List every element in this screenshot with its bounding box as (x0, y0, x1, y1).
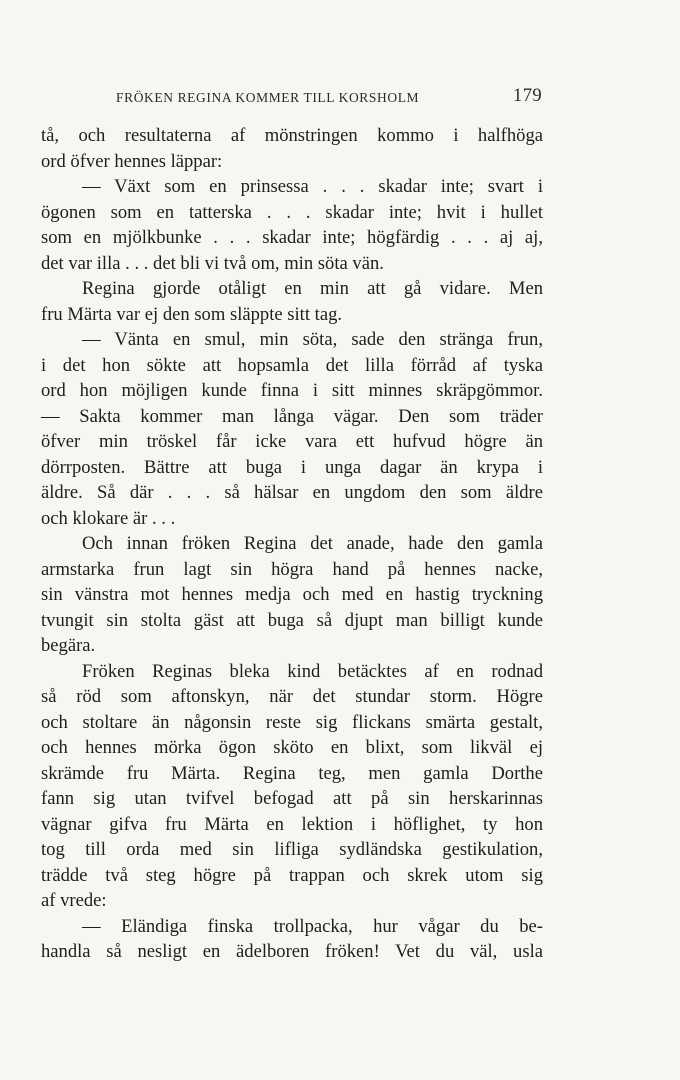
body-text (41, 123, 543, 965)
text-line: i det hon sökte att hopsamla det lilla förråd af tyska (41, 354, 543, 376)
text-line: ord hon möjligen kunde finna i sitt minnes skräpgömmor. (41, 380, 543, 401)
text-line: fru Märta var ej den som släppte sitt tag. (41, 303, 343, 325)
text-line: — Sakta kommer man långa vägar. Den som träder (41, 405, 543, 427)
text-line: sin vänstra mot hennes medja och med en hastig tryckning (41, 584, 543, 605)
text-line: Och innan fröken Regina det anade, hade den gamla (82, 533, 543, 554)
text-line: så röd som aftonskyn, när det stundar storm. Högre (41, 686, 543, 707)
running-head (116, 88, 542, 110)
text-line: tvungit sin stolta gäst att buga så djupt man billigt kunde (41, 609, 543, 631)
text-line: — Växt som en prinsessa . . . skadar inte; svart i (82, 176, 543, 197)
text-line: ord öfver hennes läppar: (41, 150, 223, 172)
text-line: vägnar gifva fru Märta en lektion i höflighet, ty hon (41, 813, 543, 835)
text-line: — Vänta en smul, min söta, sade den stränga frun, (82, 329, 543, 350)
text-line: fann sig utan tvifvel befogad att på sin herskarinnas (41, 788, 543, 809)
text-line: begära. (41, 635, 96, 656)
text-line: tog till orda med sin lifliga sydländska gestikulation, (41, 839, 543, 860)
text-line: och hennes mörka ögon sköto en blixt, som likväl ej (41, 737, 543, 758)
running-title: FRÖKEN REGINA KOMMER TILL KORSHOLM (116, 90, 420, 105)
text-line: skrämde fru Märta. Regina teg, men gamla Dorthe (41, 762, 543, 784)
text-line: af vrede: (41, 890, 107, 911)
text-line: dörrposten. Bättre att buga i unga dagar än krypa i (41, 456, 543, 478)
text-line: äldre. Så där . . . så hälsar en ungdom den som äldre (41, 482, 543, 503)
text-line: tå, och resultaterna af mönstringen kommo i halfhöga (41, 125, 543, 146)
text-line: handla så nesligt en ädelboren fröken! Vet du väl, usla (41, 941, 543, 962)
text-line: öfver min tröskel får icke vara ett hufvud högre än (41, 431, 543, 452)
text-line: och stoltare än någonsin reste sig flickans smärta gestalt, (41, 711, 543, 733)
text-line: trädde två steg högre på trappan och skrek utom sig (41, 864, 543, 886)
text-line: det var illa . . . det bli vi två om, min söta vän. (41, 252, 384, 274)
text-line: ögonen som en tatterska . . . skadar inte; hvit i hullet (41, 201, 543, 223)
text-line: och klokare är . . . (41, 507, 176, 529)
text-line: armstarka frun lagt sin högra hand på hennes nacke, (41, 558, 543, 580)
text-line: — Eländiga finska trollpacka, hur vågar du be- (82, 915, 543, 937)
text-line: Fröken Reginas bleka kind betäcktes af en rodnad (82, 660, 543, 682)
text-line: som en mjölkbunke . . . skadar inte; högfärdig . . . aj aj, (41, 227, 543, 248)
page-number: 179 (513, 86, 542, 106)
text-line: Regina gjorde otåligt en min att gå vidare. Men (82, 278, 543, 299)
